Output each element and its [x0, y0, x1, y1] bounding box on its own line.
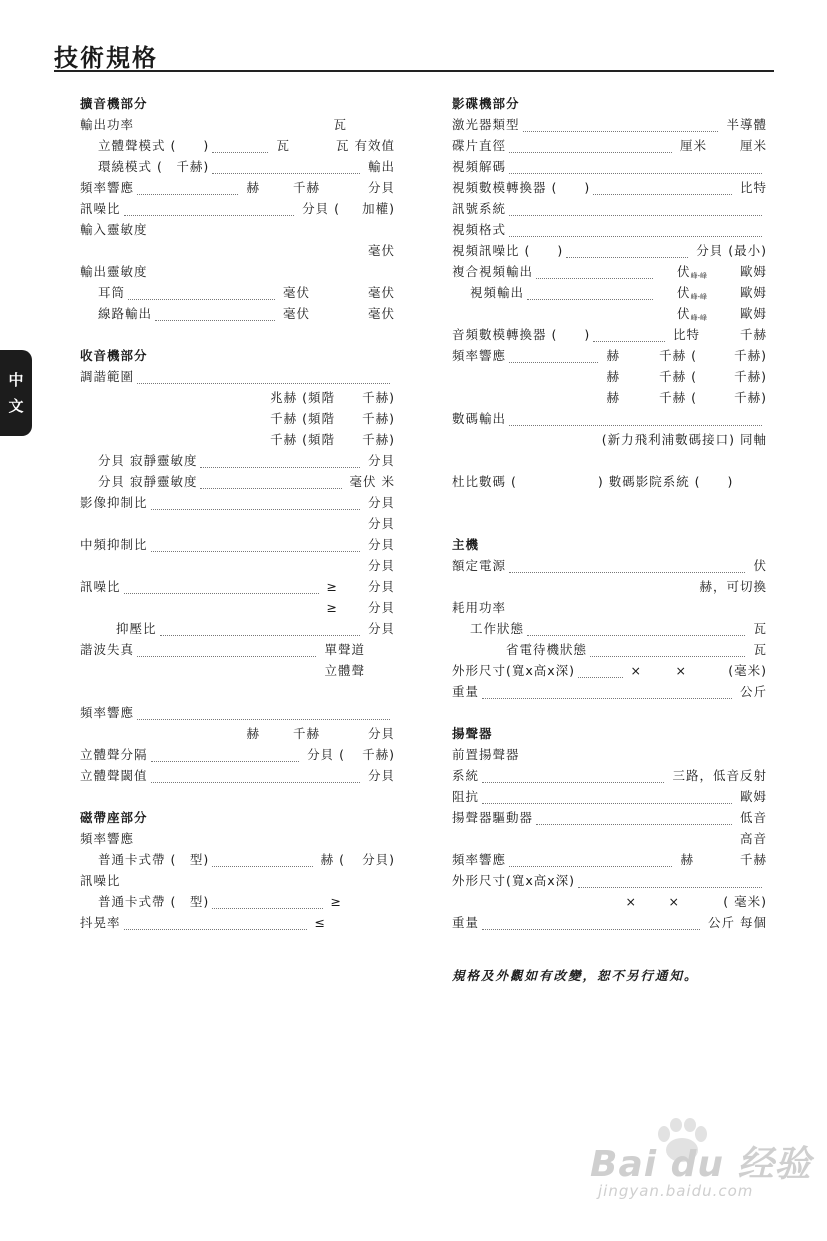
spec-row	[80, 240, 395, 261]
dot-leader	[523, 117, 719, 132]
spec-label: 視頻輸出	[470, 285, 525, 300]
spec-row	[80, 387, 395, 408]
spec-value: 歐姆	[739, 306, 767, 321]
spec-label: 普通卡式帶 ( 型)	[98, 894, 210, 909]
spec-value: 毫伏	[367, 285, 395, 300]
section-heading: 揚聲器	[452, 726, 493, 741]
spec-value: 赫	[606, 369, 620, 384]
spec-row	[80, 198, 395, 219]
row-spacer	[80, 786, 395, 807]
spec-row	[452, 912, 767, 933]
dot-leader	[536, 264, 653, 279]
spec-label: 影像抑制比	[80, 495, 148, 510]
spec-label: 阻抗	[452, 789, 480, 804]
spec-label: 抖晃率	[80, 915, 121, 930]
page-title: 技術規格	[54, 44, 158, 72]
spec-label: 頻率響應	[80, 831, 135, 846]
spec-value: (新力飛利浦數碼接口) 同軸	[601, 432, 767, 447]
spec-value: 分貝	[367, 768, 395, 783]
spec-row	[452, 828, 767, 849]
spec-row	[452, 156, 767, 177]
spec-value: 毫伏	[282, 306, 310, 321]
spec-label: 複合視頻輸出	[452, 264, 534, 279]
spec-row	[80, 471, 395, 492]
dot-leader	[124, 201, 295, 216]
spec-row	[80, 702, 395, 723]
spec-value: 分貝	[367, 621, 395, 636]
dot-leader	[527, 285, 653, 300]
spec-row	[80, 828, 395, 849]
dot-leader	[593, 180, 732, 195]
spec-label: 耳筒	[98, 285, 126, 300]
dot-leader	[212, 894, 322, 909]
dot-leader	[566, 243, 688, 258]
spec-value: ×	[630, 663, 642, 678]
spec-label: 省電待機狀態	[506, 642, 588, 657]
spec-value: ×	[675, 663, 687, 678]
spec-row	[452, 303, 767, 324]
spec-column-right	[452, 93, 767, 933]
spec-row	[452, 135, 767, 156]
row-spacer	[80, 324, 395, 345]
spec-value: 三路，低音反射	[672, 768, 767, 783]
spec-value: (毫米)	[728, 663, 767, 678]
dot-leader	[212, 852, 312, 867]
spec-value: 千赫)	[734, 390, 767, 405]
spec-row	[452, 597, 767, 618]
spec-row	[80, 450, 395, 471]
spec-label: 視頻訊噪比 ( )	[452, 243, 564, 258]
language-tab-char-1: 中	[8, 371, 24, 389]
spec-label: 耗用功率	[452, 600, 507, 615]
spec-label: 頻率響應	[80, 705, 135, 720]
spec-value: 瓦	[276, 138, 290, 153]
spec-label: 揚聲器驅動器	[452, 810, 534, 825]
spec-row	[452, 891, 767, 912]
spec-row	[452, 198, 767, 219]
dot-leader	[212, 138, 268, 153]
spec-value: 比特	[739, 180, 767, 195]
spec-value: 加權)	[362, 201, 395, 216]
spec-value: 輸出	[367, 159, 395, 174]
spec-row	[452, 576, 767, 597]
dot-leader	[593, 327, 665, 342]
spec-label: 抑壓比	[116, 621, 157, 636]
spec-value: 千赫	[739, 327, 767, 342]
spec-label: 額定電源	[452, 558, 507, 573]
language-tab-char-2: 文	[8, 397, 24, 415]
spec-row	[452, 345, 767, 366]
spec-value: ≥	[326, 600, 338, 615]
dot-leader	[509, 222, 762, 237]
spec-value: 赫 (	[320, 852, 345, 867]
spec-label: 訊噪比	[80, 873, 121, 888]
spec-value: 赫	[246, 180, 260, 195]
dot-leader	[578, 873, 762, 888]
spec-value: 分貝	[367, 495, 395, 510]
spec-label: 系統	[452, 768, 480, 783]
spec-value: ≥	[326, 579, 338, 594]
spec-value: 伏$_{峰-峰}$	[676, 264, 707, 280]
spec-value: 千赫)	[362, 411, 395, 426]
spec-label: 頻率響應	[452, 348, 507, 363]
spec-label: 輸入靈敏度	[80, 222, 148, 237]
spec-value: 分貝	[367, 537, 395, 552]
spec-value: 分貝	[367, 579, 395, 594]
spec-row	[80, 261, 395, 282]
spec-label: 中頻抑制比	[80, 537, 148, 552]
dot-leader	[509, 411, 762, 426]
dot-leader	[137, 642, 316, 657]
spec-value: 毫伏	[367, 243, 395, 258]
spec-value: 兆赫 (頻階	[270, 390, 335, 405]
spec-value: 歐姆	[739, 789, 767, 804]
spec-label: 立體聲閾值	[80, 768, 148, 783]
spec-value: 千赫)	[362, 390, 395, 405]
spec-row	[80, 366, 395, 387]
spec-label: 諧波失真	[80, 642, 135, 657]
spec-label: 碟片直徑	[452, 138, 507, 153]
dot-leader	[509, 138, 672, 153]
spec-label: 普通卡式帶 ( 型)	[98, 852, 210, 867]
dot-leader	[137, 369, 390, 384]
spec-value: 赫	[680, 852, 694, 867]
dot-leader	[200, 453, 360, 468]
spec-row	[80, 135, 395, 156]
spec-value: 分貝 (	[302, 201, 340, 216]
spec-value: ×	[625, 894, 637, 909]
spec-value: 公斤 每個	[708, 915, 767, 930]
spec-label: 重量	[452, 684, 480, 699]
spec-label: 訊號系統	[452, 201, 507, 216]
watermark-url: jingyan.baidu.com	[598, 1182, 754, 1200]
spec-value: 厘米	[679, 138, 707, 153]
row-spacer	[452, 513, 767, 534]
spec-row	[80, 597, 395, 618]
spec-label: 視頻數模轉換器 ( )	[452, 180, 591, 195]
spec-value: 瓦 有效值	[336, 138, 395, 153]
spec-label: 輸出功率	[80, 117, 135, 132]
dot-leader	[124, 915, 307, 930]
spec-row	[452, 681, 767, 702]
dot-leader	[509, 159, 762, 174]
spec-value: 分貝 (最小)	[696, 243, 767, 258]
dot-leader	[482, 915, 700, 930]
dot-leader	[590, 642, 745, 657]
row-spacer	[452, 450, 767, 471]
spec-row	[80, 177, 395, 198]
spec-row	[452, 765, 767, 786]
spec-row	[80, 660, 395, 681]
spec-value: 歐姆	[739, 285, 767, 300]
spec-label: 杜比數碼 ( ) 數碼影院系統 ( )	[452, 474, 734, 489]
dot-leader	[151, 495, 360, 510]
dot-leader	[137, 180, 238, 195]
spec-label: 工作狀態	[470, 621, 525, 636]
spec-label: 外形尺寸(寬x高x深)	[452, 663, 576, 678]
spec-row	[80, 156, 395, 177]
spec-row	[452, 324, 767, 345]
spec-value: 分貝 (	[307, 747, 345, 762]
spec-value: 立體聲	[324, 663, 365, 678]
spec-value: 伏	[753, 558, 767, 573]
spec-row	[80, 114, 395, 135]
spec-value: 分貝	[367, 516, 395, 531]
spec-value: 千赫	[292, 180, 320, 195]
spec-row	[452, 618, 767, 639]
spec-label: 視頻解碼	[452, 159, 507, 174]
spec-value: 瓦	[753, 621, 767, 636]
spec-value: 伏$_{峰-峰}$	[676, 306, 707, 322]
spec-row	[452, 177, 767, 198]
spec-label: 外形尺寸(寬x高x深)	[452, 873, 576, 888]
language-tab	[0, 350, 32, 436]
dot-leader	[527, 621, 745, 636]
dot-leader	[200, 474, 341, 489]
spec-value: 單聲道	[324, 642, 365, 657]
spec-value: 赫	[606, 390, 620, 405]
spec-value: 千赫 (頻階	[270, 411, 335, 426]
spec-value: 赫，可切換	[699, 579, 767, 594]
spec-row	[452, 660, 767, 681]
spec-value: 分貝	[367, 726, 395, 741]
spec-row	[452, 870, 767, 891]
spec-label: 數碼輸出	[452, 411, 507, 426]
spec-row	[80, 891, 395, 912]
spec-label: 線路輸出	[98, 306, 153, 321]
spec-value: 半導體	[726, 117, 767, 132]
spec-value: 千赫 (	[659, 369, 697, 384]
spec-label: 環繞模式 ( 千赫)	[98, 159, 210, 174]
spec-value: 分貝)	[362, 852, 395, 867]
spec-row	[452, 849, 767, 870]
spec-row	[452, 114, 767, 135]
spec-value: 分貝	[367, 180, 395, 195]
spec-row	[452, 786, 767, 807]
spec-row	[80, 513, 395, 534]
spec-value: 千赫)	[734, 348, 767, 363]
dot-leader	[155, 306, 275, 321]
spec-row	[452, 387, 767, 408]
spec-label: 頻率響應	[80, 180, 135, 195]
spec-label: 激光器類型	[452, 117, 520, 132]
spec-value: 毫伏	[367, 306, 395, 321]
spec-row	[452, 639, 767, 660]
spec-value: 伏$_{峰-峰}$	[676, 285, 707, 301]
spec-row	[80, 408, 395, 429]
spec-row	[80, 492, 395, 513]
spec-value: 赫	[606, 348, 620, 363]
spec-row	[80, 870, 395, 891]
spec-row	[80, 303, 395, 324]
spec-row	[452, 555, 767, 576]
spec-value: 高音	[739, 831, 767, 846]
spec-row	[80, 618, 395, 639]
spec-row	[80, 219, 395, 240]
spec-value: 毫伏 米	[349, 474, 395, 489]
section-heading: 主機	[452, 537, 480, 552]
spec-column-left	[80, 93, 395, 933]
spec-label: 頻率響應	[452, 852, 507, 867]
spec-row	[452, 240, 767, 261]
spec-label: 前置揚聲器	[452, 747, 520, 762]
spec-value: 千赫	[292, 726, 320, 741]
spec-label: 調諧範圍	[80, 369, 135, 384]
section-heading: 磁帶座部分	[80, 810, 148, 825]
spec-value: 千赫)	[734, 369, 767, 384]
spec-value: 低音	[739, 810, 767, 825]
dot-leader	[509, 348, 598, 363]
spec-value: ×	[668, 894, 680, 909]
spec-label: 訊噪比	[80, 201, 121, 216]
spec-value: 分貝	[367, 453, 395, 468]
section-heading: 影碟機部分	[452, 96, 520, 111]
spec-row	[452, 366, 767, 387]
dot-leader	[509, 852, 672, 867]
dot-leader	[509, 201, 762, 216]
spec-value: 分貝	[367, 600, 395, 615]
spec-row	[452, 429, 767, 450]
dot-leader	[151, 768, 360, 783]
spec-label: 輸出靈敏度	[80, 264, 148, 279]
spec-label: 訊噪比	[80, 579, 121, 594]
row-spacer	[452, 492, 767, 513]
spec-label: 重量	[452, 915, 480, 930]
spec-row	[452, 471, 767, 492]
dot-leader	[151, 747, 300, 762]
spec-label: 立體聲分隔	[80, 747, 148, 762]
spec-row	[80, 723, 395, 744]
dot-leader	[536, 810, 732, 825]
dot-leader	[482, 789, 732, 804]
spec-row	[452, 261, 767, 282]
spec-row	[80, 429, 395, 450]
watermark-logo: Bai du 经验	[590, 1144, 812, 1185]
section-heading: 擴音機部分	[80, 96, 148, 111]
row-spacer	[80, 681, 395, 702]
dot-leader	[160, 621, 360, 636]
spec-value: 分貝	[367, 558, 395, 573]
disclaimer-note: 規格及外觀如有改變，恕不另行通知。	[452, 968, 699, 983]
spec-row	[80, 576, 395, 597]
spec-row	[80, 765, 395, 786]
spec-value: 千赫)	[362, 432, 395, 447]
spec-value: 千赫	[739, 852, 767, 867]
spec-value: 赫	[246, 726, 260, 741]
spec-label: 立體聲模式 ( )	[98, 138, 210, 153]
spec-row	[80, 912, 395, 933]
spec-row	[80, 534, 395, 555]
spec-row	[80, 744, 395, 765]
spec-value: 千赫)	[362, 747, 395, 762]
dot-leader	[509, 558, 745, 573]
dot-leader	[212, 159, 360, 174]
spec-value: 比特	[672, 327, 700, 342]
dot-leader	[482, 684, 732, 699]
spec-label: 分貝 寂靜靈敏度	[98, 453, 198, 468]
spec-row	[452, 807, 767, 828]
spec-row	[452, 408, 767, 429]
spec-row	[80, 849, 395, 870]
spec-row	[80, 639, 395, 660]
spec-row	[80, 555, 395, 576]
spec-value: 歐姆	[739, 264, 767, 279]
spec-label: 分貝 寂靜靈敏度	[98, 474, 198, 489]
spec-row	[452, 219, 767, 240]
spec-label: 視頻格式	[452, 222, 507, 237]
dot-leader	[482, 768, 664, 783]
spec-value: 千赫 (	[659, 348, 697, 363]
spec-value: 毫伏	[282, 285, 310, 300]
spec-row	[80, 282, 395, 303]
spec-value: ≤	[314, 915, 326, 930]
spec-value: 厘米	[739, 138, 767, 153]
spec-value: 瓦	[333, 117, 347, 132]
spec-label: 音頻數模轉換器 ( )	[452, 327, 591, 342]
dot-leader	[578, 663, 622, 678]
row-spacer	[452, 702, 767, 723]
spec-row	[452, 744, 767, 765]
spec-value: 瓦	[753, 642, 767, 657]
watermark	[580, 1118, 812, 1208]
spec-value: ( 毫米)	[723, 894, 767, 909]
spec-value: ≥	[330, 894, 342, 909]
spec-value: 千赫 (	[659, 390, 697, 405]
section-heading: 收音機部分	[80, 348, 148, 363]
spec-value: 公斤	[739, 684, 767, 699]
title-divider	[54, 70, 774, 72]
dot-leader	[128, 285, 275, 300]
dot-leader	[124, 579, 319, 594]
spec-value: 千赫 (頻階	[270, 432, 335, 447]
dot-leader	[151, 537, 360, 552]
dot-leader	[137, 705, 390, 720]
spec-row	[452, 282, 767, 303]
